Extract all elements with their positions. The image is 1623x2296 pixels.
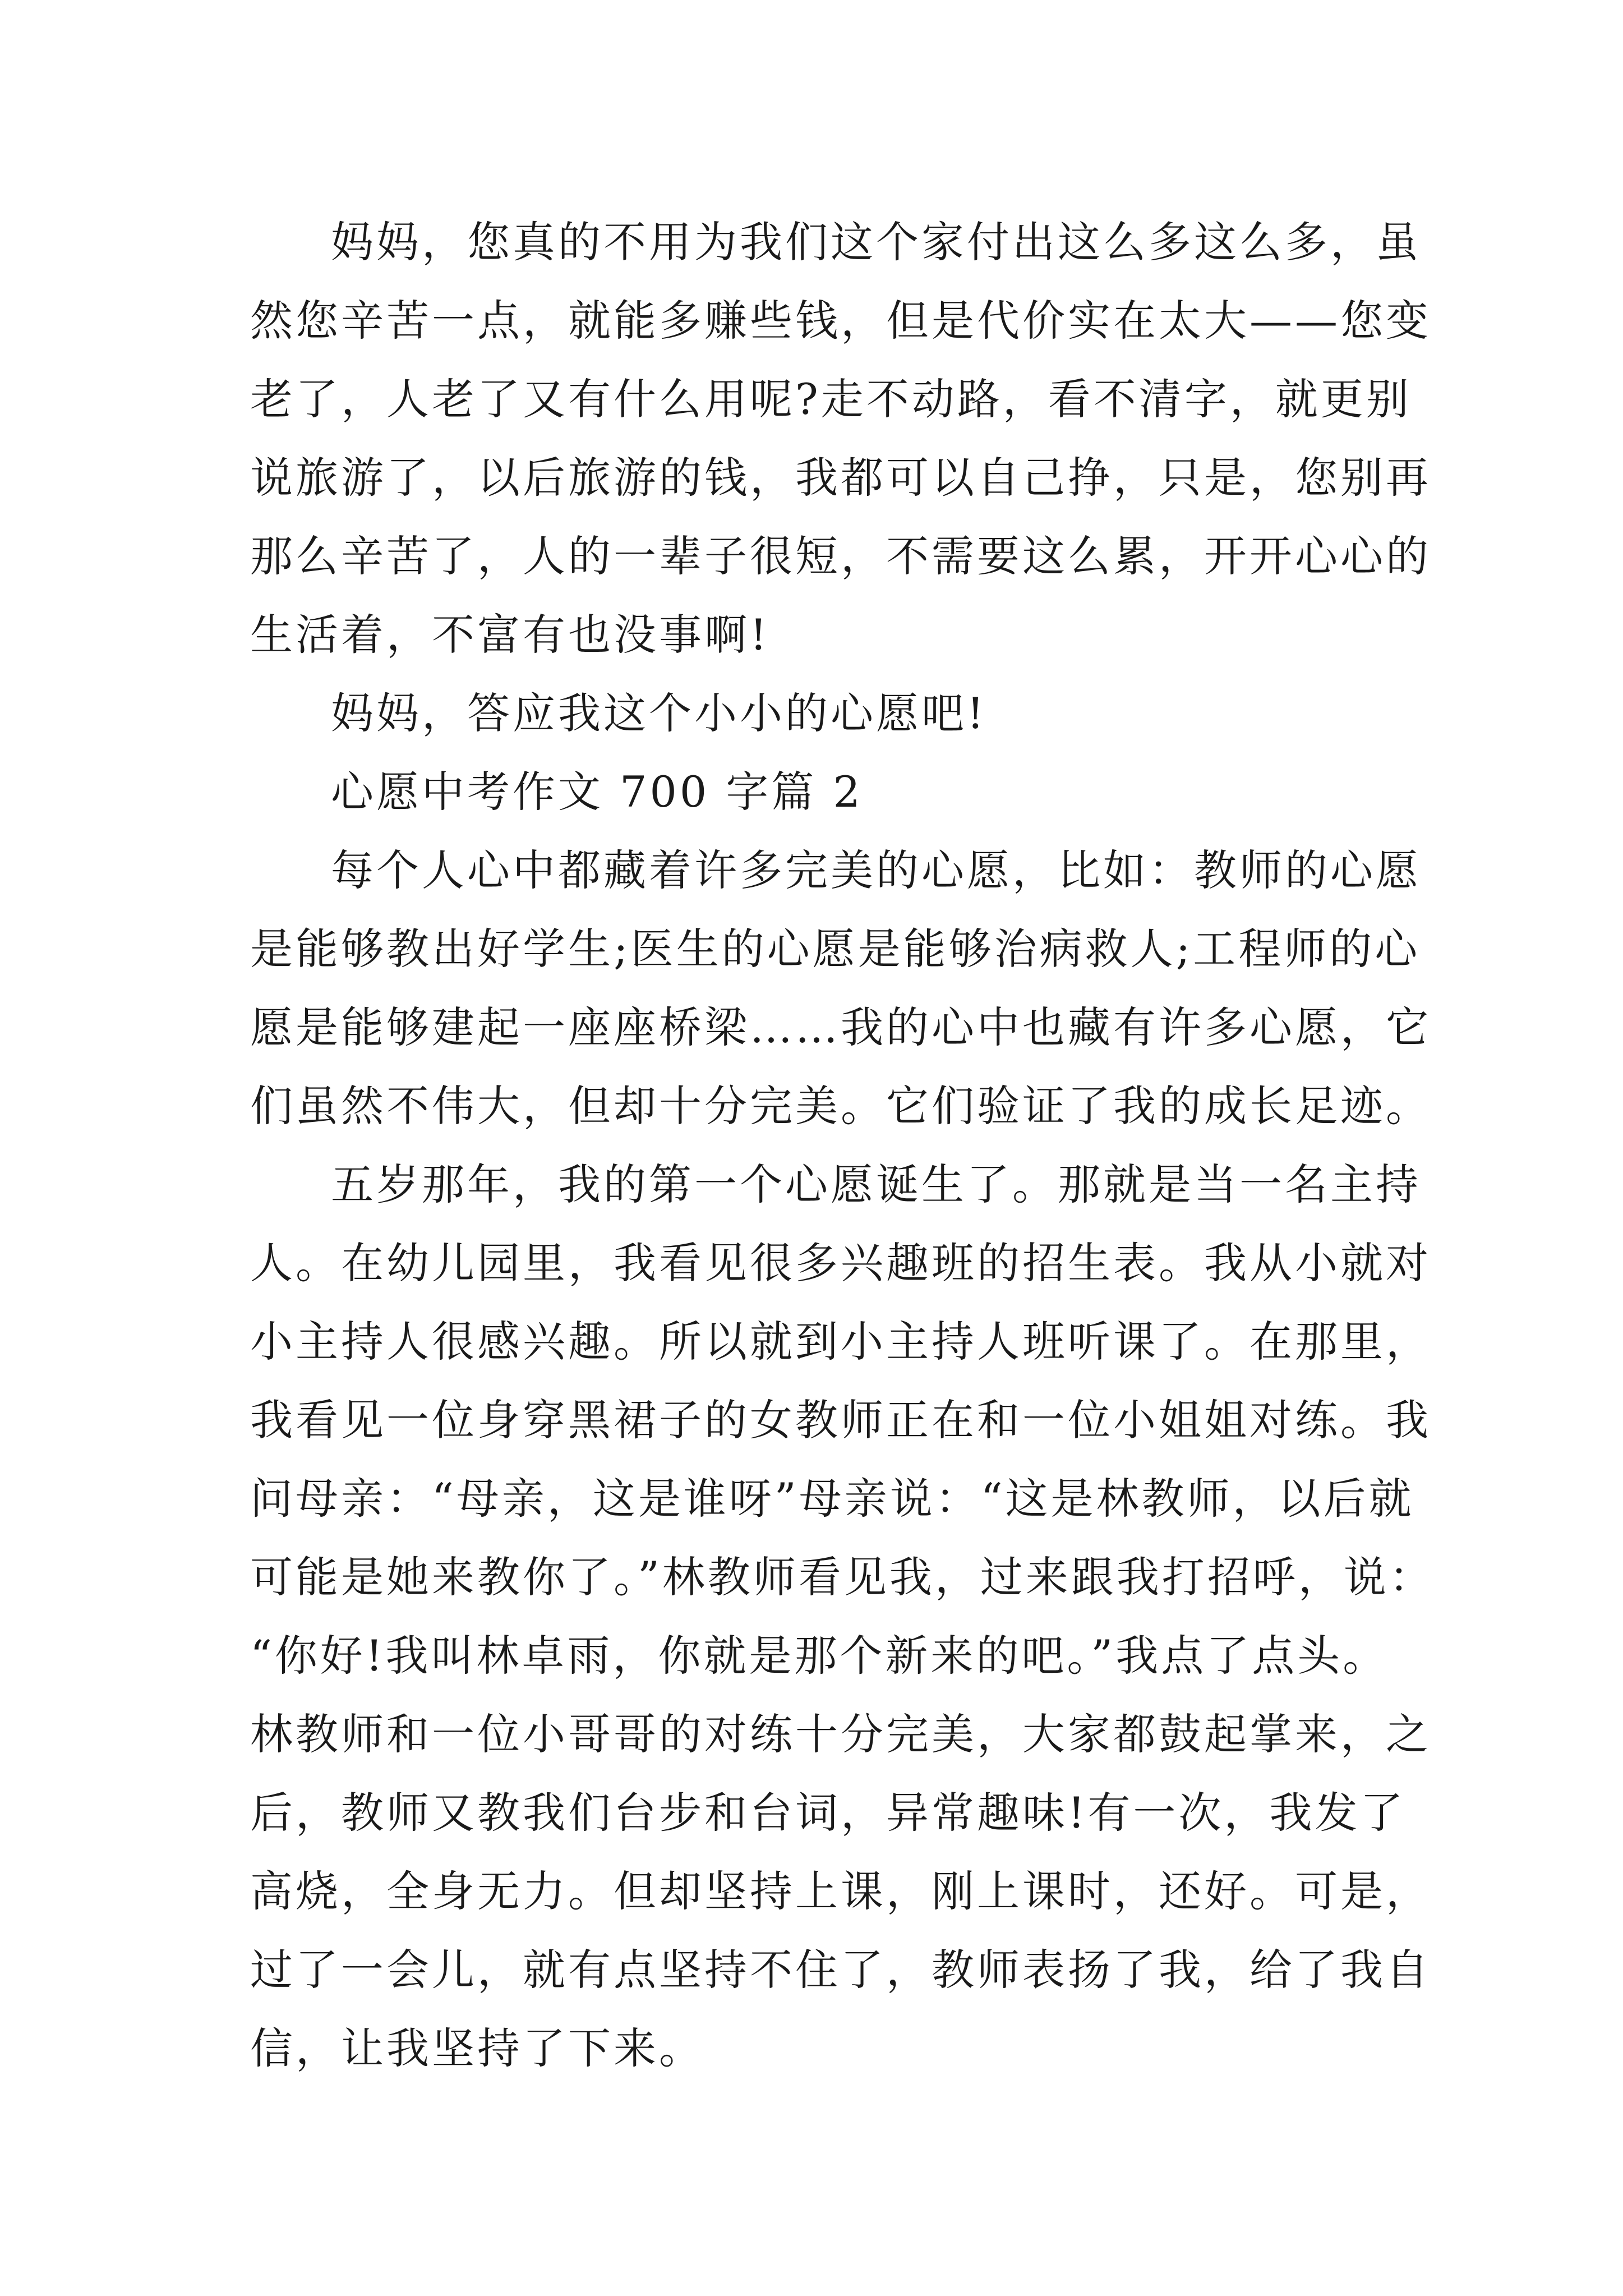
paragraph-line: “你好!我叫林卓雨，你就是那个新来的吧。”我点了点头。	[250, 1631, 1389, 1681]
paragraph-line: 我看见一位身穿黑裙子的女教师正在和一位小姐姐对练。我	[250, 1395, 1431, 1445]
paragraph-line: 问母亲：“母亲，这是谁呀”母亲说：“这是林教师，以后就	[250, 1474, 1414, 1524]
paragraph-line: 老了，人老了又有什么用呢?走不动路，看不清字，就更别	[250, 374, 1412, 424]
section-title: 心愿中考作文 700 字篇 2	[331, 767, 863, 817]
paragraph-line: 五岁那年，我的第一个心愿诞生了。那就是当一名主持	[331, 1159, 1421, 1209]
paragraph-line: 们虽然不伟大，但却十分完美。它们验证了我的成长足迹。	[250, 1081, 1431, 1131]
paragraph-line: 说旅游了，以后旅游的钱，我都可以自己挣，只是，您别再	[250, 453, 1431, 503]
paragraph-line: 人。在幼儿园里，我看见很多兴趣班的招生表。我从小就对	[250, 1238, 1431, 1288]
paragraph-line: 妈妈，答应我这个小小的心愿吧!	[331, 688, 987, 738]
paragraph-line: 每个人心中都藏着许多完美的心愿，比如：教师的心愿	[331, 845, 1421, 895]
paragraph-line: 生活着，不富有也没事啊!	[250, 610, 770, 660]
paragraph-line: 然您辛苦一点，就能多赚些钱，但是代价实在太大——您变	[250, 296, 1431, 346]
paragraph-line: 高烧，全身无力。但却坚持上课，刚上课时，还好。可是，	[250, 1866, 1431, 1916]
paragraph-line: 后，教师又教我们台步和台词，异常趣味!有一次，我发了	[250, 1788, 1406, 1838]
paragraph-line: 愿是能够建起一座座桥梁……我的心中也藏有许多心愿，它	[250, 1002, 1431, 1052]
paragraph-line: 小主持人很感兴趣。所以就到小主持人班听课了。在那里，	[250, 1317, 1431, 1366]
paragraph-line: 林教师和一位小哥哥的对练十分完美，大家都鼓起掌来，之	[250, 1709, 1431, 1759]
paragraph-line: 妈妈，您真的不用为我们这个家付出这么多这么多，虽	[331, 217, 1421, 267]
paragraph-line: 信，让我坚持了下来。	[250, 2023, 704, 2073]
paragraph-line: 过了一会儿，就有点坚持不住了，教师表扬了我，给了我自	[250, 1945, 1431, 1995]
paragraph-line: 是能够教出好学生;医生的心愿是能够治病救人;工程师的心	[250, 924, 1421, 974]
paragraph-line: 那么辛苦了，人的一辈子很短，不需要这么累，开开心心的	[250, 531, 1431, 581]
paragraph-line: 可能是她来教你了。”林教师看见我，过来跟我打招呼，说：	[250, 1552, 1435, 1602]
